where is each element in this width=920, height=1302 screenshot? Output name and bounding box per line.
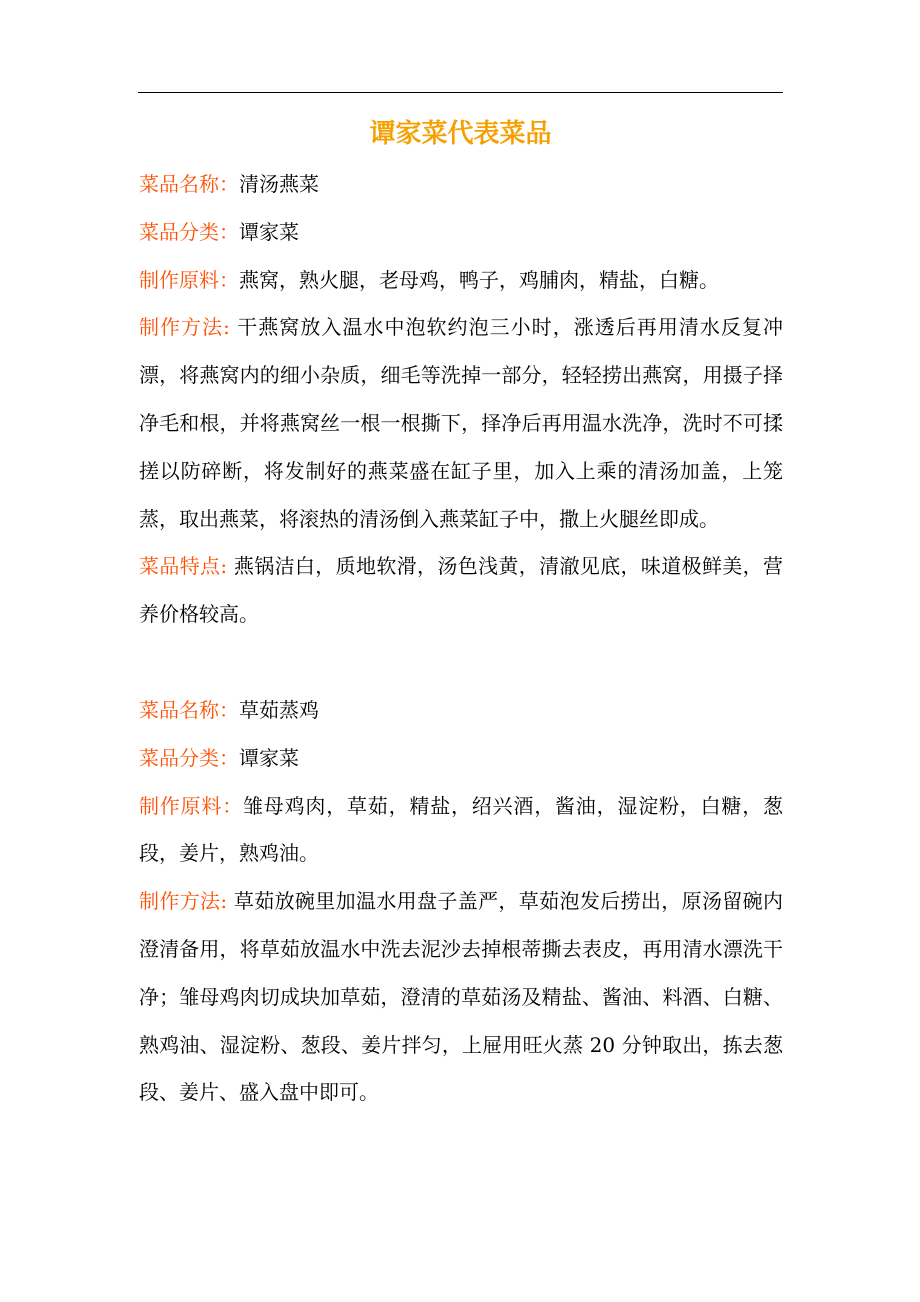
dish-category-line — [139, 209, 783, 257]
dish-features-paragraph — [139, 543, 783, 639]
document-body — [139, 161, 783, 1117]
dish-ingredients-line — [139, 783, 783, 879]
dish-category-value: 谭家菜 — [239, 219, 299, 244]
document-title: 谭家菜代表菜品 — [369, 119, 552, 149]
section-spacer — [139, 639, 783, 687]
dish-name-value: 草茹蒸鸡 — [239, 697, 319, 722]
dish-name-line — [139, 687, 783, 735]
dish-method-paragraph — [139, 304, 783, 543]
dish-method-label: 制作方法: — [139, 315, 230, 340]
dish-name-label: 菜品名称： — [139, 172, 239, 196]
dish-method-paragraph — [139, 878, 783, 1117]
dish-category-label: 菜品分类： — [139, 745, 239, 770]
dish-name-value: 清汤燕菜 — [239, 172, 319, 196]
dish-method-label: 制作方法: — [139, 889, 228, 914]
dish-ingredients-label: 制作原料： — [139, 793, 243, 818]
dish-category-line — [139, 735, 783, 783]
dish-method-value: 干燕窝放入温水中泡软约泡三小时，涨透后再用清水反复冲漂，将燕窝内的细小杂质，细毛等洗掉一部分，轻轻捞出燕窝，用摄子择净毛和根，并将燕窝丝一根一根撕下，择净后再用温水洗净，洗时不可揉搓以防碎断，将发制好的燕菜盛在缸子里，加入上乘的清汤加盖，上笼蒸，取出燕菜，将滚热的清汤倒入燕菜缸子中，撒上火腿丝即成。 — [139, 315, 783, 531]
dish-ingredients-label: 制作原料： — [139, 267, 239, 292]
dish-name-label: 菜品名称： — [139, 697, 239, 722]
dish-entry — [139, 161, 783, 639]
dish-ingredients-value: 雏母鸡肉，草茹，精盐，绍兴酒，酱油，湿淀粉，白糖，葱段，姜片，熟鸡油。 — [139, 793, 783, 866]
dish-entry — [139, 687, 783, 1117]
dish-features-value: 燕锅洁白，质地软滑，汤色浅黄，清澈见底，味道极鲜美，营养价格较高。 — [139, 554, 783, 627]
dish-ingredients-value: 燕窝，熟火腿，老母鸡，鸭子，鸡脯肉，精盐，白糖。 — [239, 267, 719, 292]
dish-name-line — [139, 161, 783, 209]
dish-category-value: 谭家菜 — [239, 745, 299, 770]
dish-category-label: 菜品分类： — [139, 219, 239, 244]
dish-features-label: 菜品特点: — [139, 554, 228, 579]
dish-ingredients-line — [139, 257, 783, 305]
dish-method-value: 草茹放碗里加温水用盘子盖严，草茹泡发后捞出，原汤留碗内澄清备用，将草茹放温水中洗去泥沙去掉根蒂撕去表皮，再用清水漂洗干净；雏母鸡肉切成块加草茹，澄清的草茹汤及精盐、酱油、料酒、白糖、熟鸡油、湿淀粉、葱段、姜片拌匀，上屉用旺火蒸 20 分钟取出，拣去葱段、姜片、盛入盘中即可。 — [139, 889, 783, 1105]
header-rule — [138, 92, 783, 93]
